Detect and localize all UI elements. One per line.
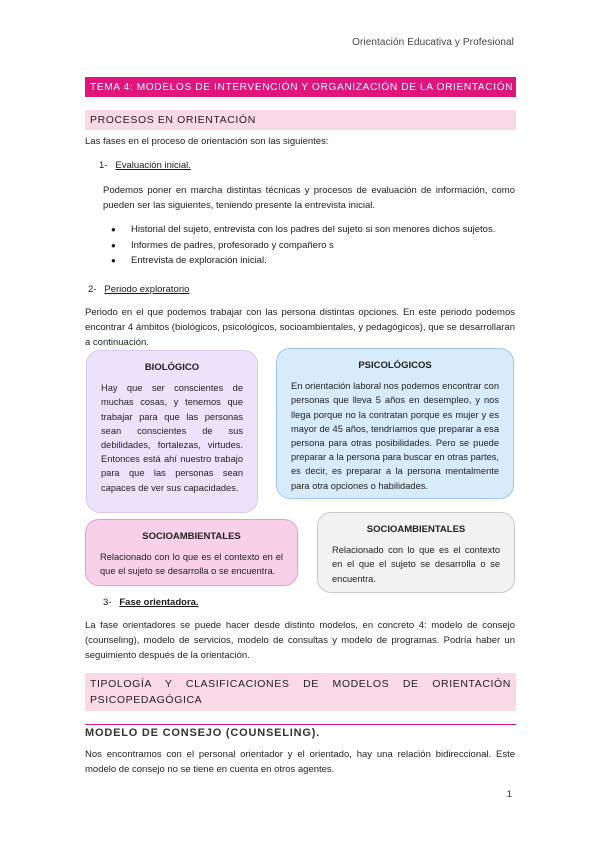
section-title-bar: PROCESOS EN ORIENTACIÓN xyxy=(85,110,516,130)
socioenvironmental-text: Relacionado con lo que es el contexto en el que el sujeto se desarrolla o se encuentra. xyxy=(100,552,283,577)
phase-2-number: 2- xyxy=(88,284,97,295)
phase-2-paragraph: Periodo en el que podemos trabajar con las persona distintas opciones. En este periodo podemos encontrar 4 ámbitos (biológicos, psicológicos, socioambientales, y pedagógicos), que se desarrollaran a continuación. xyxy=(85,307,515,348)
chapter-title-bar: TEMA 4: MODELOS DE INTERVENCIÓN Y ORGANIZACIÓN DE LA ORIENTACIÓN xyxy=(85,77,516,97)
biological-text: Hay que ser conscientes de muchas cosas, y tenemos que trabajar para que las personas sean conscientes de sus debilidades, fortalezas, virtudes. Entonces está ahí nuestro trabajo para que las personas sean capaces de ver sus capacidades. xyxy=(101,383,243,493)
phase-3-title: Fase orientadora. xyxy=(119,597,199,608)
socioenvironmental-text: Relacionado con lo que es el contexto en el que el sujeto se desarrolla o se encuentra. xyxy=(332,545,500,584)
phase-1-bullet-list xyxy=(111,222,515,269)
list-item: ● Informes de padres, profesorado y compañero s xyxy=(111,238,515,254)
phase-1-title: Evaluación inicial. xyxy=(115,160,191,171)
phase-3-paragraph: La fase orientadores se puede hacer desde distinto modelos, en concreto 4: modelo de consejo (counseling), modelo de servicios, modelo de consultas y modelo de programas. Podría haber un seguimiento después de la orientación. xyxy=(85,620,515,661)
list-item: ● Entrevista de exploración inicial. xyxy=(111,253,515,269)
phase-3-heading xyxy=(103,597,199,608)
list-item: ● Historial del sujeto, entrevista con los padres del sujeto si son menores dichos sujetos. xyxy=(111,222,515,238)
psychological-box xyxy=(276,348,514,499)
phase-2-title: Periodo exploratorio xyxy=(104,284,190,295)
phase-1-heading xyxy=(99,160,191,171)
phase-1-paragraph: Podemos poner en marcha distintas técnicas y procesos de evaluación de información, como pueden ser las siguientes, teniendo presente la entrevista inicial. xyxy=(103,185,515,211)
counseling-model-paragraph: Nos encontramos con el personal orientador y el orientado, hay una relación bidireccional. Este modelo de consejo no se tiene en cuenta en otros agentes. xyxy=(85,749,515,775)
socioenvironmental-box-pink xyxy=(85,519,298,586)
phase-2-heading xyxy=(88,284,189,295)
section-divider xyxy=(85,724,516,725)
biological-title: BIOLÓGICO xyxy=(144,362,200,373)
typology-title-bar: TIPOLOGÍA Y CLASIFICACIONES DE MODELOS DE ORIENTACIÓN PSICOPEDAGÓGICA xyxy=(85,673,516,711)
intro-paragraph: Las fases en el proceso de orientación son las siguientes: xyxy=(85,136,329,147)
counseling-model-heading: MODELO DE CONSEJO (COUNSELING). xyxy=(85,727,321,739)
biological-box xyxy=(86,350,258,513)
psychological-title: PSICOLÓGICOS xyxy=(358,360,432,371)
document-header: Orientación Educativa y Profesional xyxy=(352,37,514,48)
socioenvironmental-title: SOCIOAMBIENTALES xyxy=(142,531,241,542)
phase-3-number: 3- xyxy=(103,597,112,608)
phase-1-number: 1- xyxy=(99,160,108,171)
page-number: 1 xyxy=(506,789,512,800)
socioenvironmental-title: SOCIOAMBIENTALES xyxy=(366,524,466,535)
socioenvironmental-box-gray xyxy=(317,512,515,593)
psychological-text: En orientación laboral nos podemos encontrar con personas que lleva 5 años en desempleo, y nos llega porque no la contratan porque es mujer y es mayor de 45 años, tendríamos que preparar a esa persona para otras posibilidades. Pero se puede preparar a la persona para buscar en otras partes, es decir, es preparar a la persona mentalmente para otra opciones o habilidades. xyxy=(291,381,499,491)
